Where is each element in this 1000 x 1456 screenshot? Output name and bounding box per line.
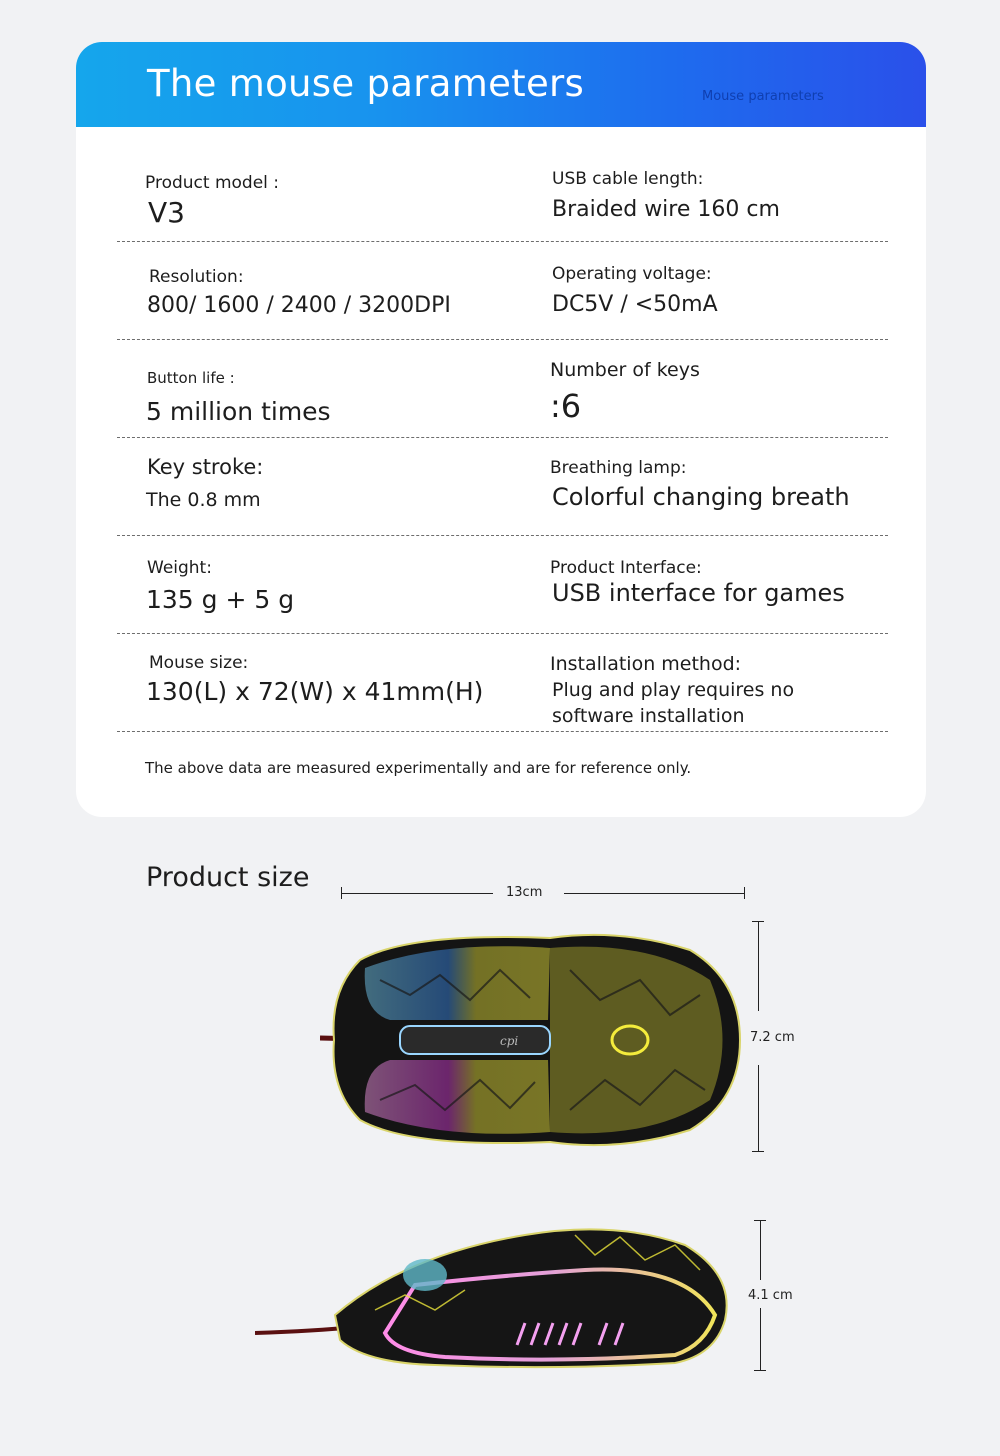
- param-value-button-life: 5 million times: [146, 397, 331, 426]
- param-label-voltage: Operating voltage:: [552, 264, 712, 284]
- param-value-voltage: DC5V / <50mA: [552, 292, 718, 317]
- length-dim-label: 13cm: [506, 885, 543, 900]
- width-dim-tick-bottom: [752, 1151, 764, 1152]
- param-label-weight: Weight:: [147, 558, 212, 578]
- height-dim-line-top: [760, 1220, 761, 1280]
- param-value-model: V3: [148, 196, 185, 229]
- mouse-top-view-image: [320, 920, 750, 1160]
- parameters-card: [76, 42, 926, 817]
- param-value-interface: USB interface for games: [552, 579, 845, 607]
- card-header: [76, 42, 926, 127]
- param-value-breathing-lamp: Colorful changing breath: [552, 483, 850, 511]
- length-dim-line-left: [341, 893, 493, 894]
- divider: [117, 633, 888, 634]
- divider: [117, 437, 888, 438]
- length-dim-line-right: [564, 893, 745, 894]
- height-dim-line-bottom: [760, 1308, 761, 1370]
- width-dim-line-top: [758, 921, 759, 1011]
- divider: [117, 339, 888, 340]
- height-dim-tick-bottom: [754, 1370, 766, 1371]
- divider: [117, 731, 888, 732]
- divider: [117, 535, 888, 536]
- param-label-keys: Number of keys: [550, 359, 700, 381]
- param-label-button-life: Button life :: [147, 369, 235, 387]
- param-value-weight: 135 g + 5 g: [146, 585, 295, 614]
- param-label-key-stroke: Key stroke:: [147, 455, 264, 479]
- width-dim-line-bottom: [758, 1065, 759, 1151]
- divider: [117, 241, 888, 242]
- param-label-mouse-size: Mouse size:: [149, 653, 249, 673]
- card-subtitle: Mouse parameters: [702, 89, 824, 104]
- height-dim-label: 4.1 cm: [748, 1288, 793, 1303]
- card-title: The mouse parameters: [147, 62, 585, 105]
- param-label-cable: USB cable length:: [552, 169, 704, 189]
- param-value-mouse-size: 130(L) x 72(W) x 41mm(H): [146, 677, 484, 706]
- param-label-breathing-lamp: Breathing lamp:: [550, 458, 687, 478]
- param-label-model: Product model :: [145, 173, 280, 193]
- param-label-installation: Installation method:: [550, 653, 742, 675]
- product-size-title: Product size: [146, 862, 310, 893]
- param-label-resolution: Resolution:: [149, 267, 244, 287]
- mouse-side-view-image: [255, 1215, 750, 1375]
- disclaimer-note: The above data are measured experimentally and are for reference only.: [145, 759, 692, 777]
- length-dim-tick-right: [744, 887, 745, 899]
- width-dim-label: 7.2 cm: [750, 1030, 795, 1045]
- mouse-logo-text: cpi: [500, 1034, 519, 1048]
- param-value-installation-line2: software installation: [552, 705, 745, 727]
- param-value-cable: Braided wire 160 cm: [552, 197, 780, 222]
- param-value-key-stroke: The 0.8 mm: [146, 489, 261, 511]
- param-value-resolution: 800/ 1600 / 2400 / 3200DPI: [147, 293, 451, 318]
- param-value-keys: :6: [550, 387, 582, 425]
- param-value-installation-line1: Plug and play requires no: [552, 679, 795, 701]
- param-label-interface: Product Interface:: [550, 558, 702, 578]
